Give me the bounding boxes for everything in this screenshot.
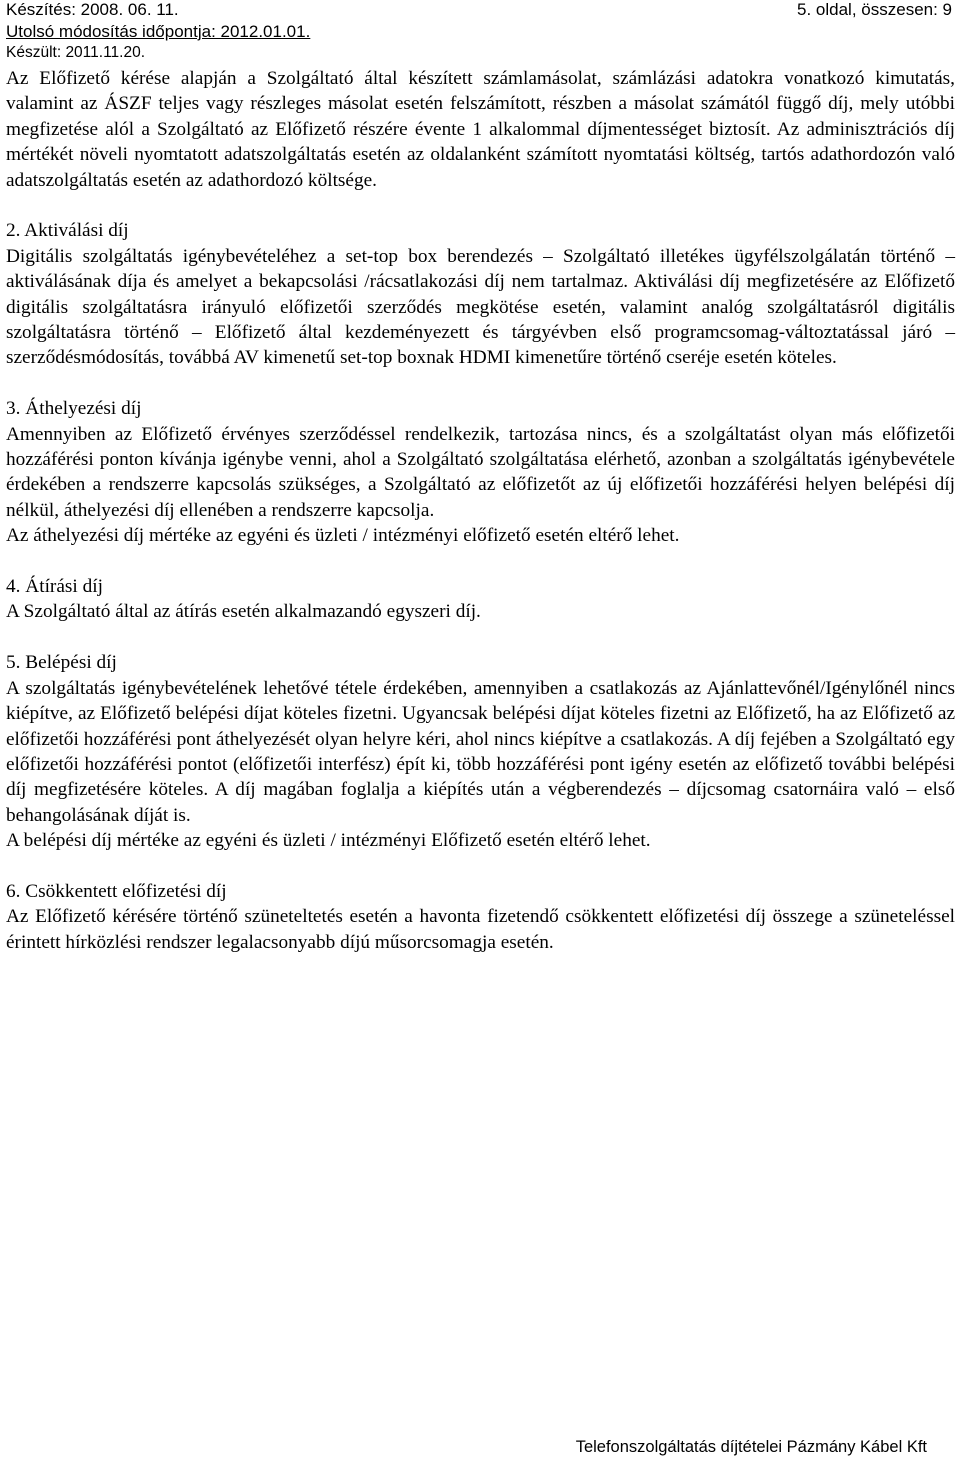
section-spacer — [6, 193, 955, 218]
section-paragraph: Digitális szolgáltatás igénybevételéhez a set-top box berendezés – Szolgáltató illetékes ügyfélszolgálatán történő – aktiválásának díja és amelyet a bekapcsolási /rácsatlakozási díj nem tartalmaz. Aktiválási díj megfizetésére az Előfizető digitális szolgáltatásra irányuló előfizetői szerződés megkötése esetén, valamint analóg szolgáltatásról digitális szolgáltatásra történő – Előfizető által kezdeményezett és tárgyévben első programcsomag-változtatással járó – szerződésmódosítás, továbbá AV kimenetű set-top boxnak HDMI kimenetűre történő cseréje esetén köteles. — [6, 245, 955, 369]
section-heading: 3. Áthelyezési díj — [6, 398, 142, 420]
section-transfer-fee — [6, 574, 955, 625]
page-footer: Telefonszolgáltatás díjtételei Pázmány Kábel Kft — [575, 1438, 927, 1456]
section-paragraph: Az áthelyezési díj mértéke az egyéni és üzleti / intézményi előfizető esetén eltérő lehet. — [6, 525, 680, 547]
section-spacer — [6, 854, 955, 879]
section-activation-fee — [6, 218, 955, 370]
section-spacer — [6, 549, 955, 574]
header-last-modified: Utolsó módosítás időpontja: 2012.01.01. — [6, 22, 311, 41]
section-paragraph: A szolgáltatás igénybevételének lehetővé tétele érdekében, amennyiben a csatlakozás az Ajánlattevőnél/Igénylőnél nincs kiépítve, az Előfizető belépési díjat köteles fizetni. Ugyancsak belépési díjat köteles fizetni az Előfizető, ha az Előfizető az előfizetői hozzáférési pont áthelyezését olyan helyre kéri, ahol nincs kiépítve a csatlakozás. A díj fejében a Szolgáltató egy előfizetői hozzáférési pontot (előfizetői interfész) épít ki, több hozzáférési pont igény esetén az előfizető további belépési díj megfizetésére köteles. A díj magában foglalja a kiépítés után a végberendezés – díjcsomag csatornáira való – első behangolásának díját is. — [6, 677, 955, 826]
document-body — [6, 66, 955, 955]
header-page-info: 5. oldal, összesen: 9 — [797, 0, 952, 19]
section-paragraph: Az Előfizető kérésére történő szüneteltetés esetén a havonta fizetendő csökkentett előfizetési díj összege a szüneteléssel érintett hírközlési rendszer legalacsonyabb díjú műsorcsomagja esetén. — [6, 906, 955, 953]
section-heading: 4. Átírási díj — [6, 576, 103, 598]
section-heading: 6. Csökkentett előfizetési díj — [6, 880, 227, 902]
intro-paragraph: Az Előfizető kérése alapján a Szolgáltató által készített számlamásolat, számlázási adatokra vonatkozó kimutatás, valamint az ÁSZF teljes vagy részleges másolat esetén felszámított, részben a másolat számától függő díj, mely utóbbi megfizetése alól a Szolgáltató az Előfizető részére évente 1 alkalommal díjmentességet biztosít. Az adminisztrációs díj mértékét növeli nyomtatott adatszolgáltatás esetén az oldalanként számított nyomtatási költség, tartós adathordozón való adatszolgáltatás esetén az adathordozó költsége. — [6, 68, 955, 191]
section-heading: 2. Aktiválási díj — [6, 220, 129, 242]
header-made-date: Készült: 2011.11.20. — [6, 44, 146, 60]
section-entry-fee — [6, 650, 955, 853]
section-paragraph: A belépési díj mértéke az egyéni és üzleti / intézményi Előfizető esetén eltérő lehet. — [6, 830, 651, 852]
section-reduced-fee — [6, 879, 955, 955]
section-spacer — [6, 371, 955, 396]
section-spacer — [6, 625, 955, 650]
section-paragraph: A Szolgáltató által az átírás esetén alkalmazandó egyszeri díj. — [6, 601, 481, 623]
section-heading: 5. Belépési díj — [6, 652, 117, 674]
section-paragraph: Amennyiben az Előfizető érvényes szerződéssel rendelkezik, tartozása nincs, és a szolgáltatást olyan más előfizetői hozzáférési ponton kívánja igénybe venni, ahol a Szolgáltató szolgáltatása elérhető, azonban a szolgáltatás igénybevétele érdekében a rendszerre kapcsolás szükséges, a Szolgáltató az előfizetőt az új előfizetői hozzáférési helyen belépési díj nélkül, áthelyezési díj ellenében a rendszerre kapcsolja. — [6, 423, 955, 521]
header-created-date: Készítés: 2008. 06. 11. — [6, 0, 179, 19]
section-relocation-fee — [6, 396, 955, 548]
